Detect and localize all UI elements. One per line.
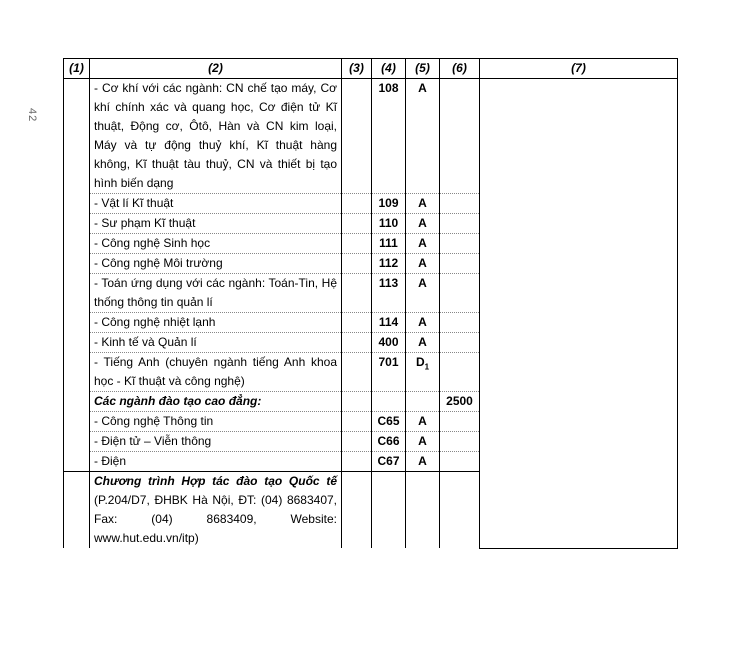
- program-code: 111: [372, 234, 406, 254]
- program-code: C65: [372, 412, 406, 432]
- section-number-cell: [64, 79, 90, 472]
- program-code: 109: [372, 194, 406, 214]
- exam-block: A: [406, 254, 440, 274]
- col-header-7: (7): [480, 59, 678, 79]
- exam-block: A: [406, 452, 440, 472]
- exam-block: A: [406, 412, 440, 432]
- intl-program-heading: Chương trình Hợp tác đào tạo Quốc tế: [94, 474, 337, 488]
- program-code: 110: [372, 214, 406, 234]
- table-row: [64, 79, 678, 194]
- program-name: - Kinh tế và Quản lí: [90, 333, 342, 353]
- program-name: - Vật lí Kĩ thuật: [90, 194, 342, 214]
- admissions-table: [63, 58, 678, 549]
- col-header-1: (1): [64, 59, 90, 79]
- header-row: [64, 59, 678, 79]
- program-code: 113: [372, 274, 406, 313]
- program-name: - Toán ứng dụng với các ngành: Toán-Tin, Hệ thống thông tin quản lí: [90, 274, 342, 313]
- col-header-2: (2): [90, 59, 342, 79]
- program-code: 701: [372, 353, 406, 392]
- page-number: 42: [26, 108, 38, 123]
- exam-block: A: [406, 234, 440, 254]
- program-code: C67: [372, 452, 406, 472]
- intl-program-contact: (P.204/D7, ĐHBK Hà Nội, ĐT: (04) 8683407, Fax: (04) 8683409, Website: www.hut.edu.vn/itp): [94, 493, 337, 545]
- program-name: - Công nghệ nhiệt lạnh: [90, 313, 342, 333]
- col-header-5: (5): [406, 59, 440, 79]
- exam-block-letter: D: [415, 355, 425, 369]
- exam-block: A: [406, 432, 440, 452]
- intl-program-cell: [90, 472, 342, 549]
- program-code: C66: [372, 432, 406, 452]
- exam-block: A: [406, 333, 440, 353]
- exam-block-subscript: 1: [424, 362, 430, 372]
- program-name: - Công nghệ Môi trường: [90, 254, 342, 274]
- college-heading: Các ngành đào tạo cao đẳng:: [90, 392, 342, 412]
- program-name: - Công nghệ Thông tin: [90, 412, 342, 432]
- program-code: 114: [372, 313, 406, 333]
- exam-block: A: [406, 79, 440, 194]
- exam-block: [406, 353, 440, 392]
- program-name: - Điện: [90, 452, 342, 472]
- col-header-3: (3): [342, 59, 372, 79]
- exam-block: A: [406, 274, 440, 313]
- program-code: 400: [372, 333, 406, 353]
- program-name: - Công nghệ Sinh học: [90, 234, 342, 254]
- exam-block: A: [406, 194, 440, 214]
- exam-block: A: [406, 313, 440, 333]
- program-name: - Tiếng Anh (chuyên ngành tiếng Anh khoa học - Kĩ thuật và công nghệ): [90, 353, 342, 392]
- program-code: 112: [372, 254, 406, 274]
- exam-block: A: [406, 214, 440, 234]
- col-header-4: (4): [372, 59, 406, 79]
- notes-cell: [480, 79, 678, 549]
- col-header-6: (6): [440, 59, 480, 79]
- college-quota: 2500: [440, 392, 480, 412]
- program-code: 108: [372, 79, 406, 194]
- program-name: - Điện tử – Viễn thông: [90, 432, 342, 452]
- program-name: - Cơ khí với các ngành: CN chế tạo máy, Cơ khí chính xác và quang học, Cơ điện tử Kĩ thuật, Động cơ, Ôtô, Hàn và CN kim loại, Máy và tự động thuỷ khí, Kĩ thuật hàng không, Kĩ thuật tàu thuỷ, CN và thiết bị tạo hình biến dạng: [90, 79, 342, 194]
- program-name: - Sư phạm Kĩ thuật: [90, 214, 342, 234]
